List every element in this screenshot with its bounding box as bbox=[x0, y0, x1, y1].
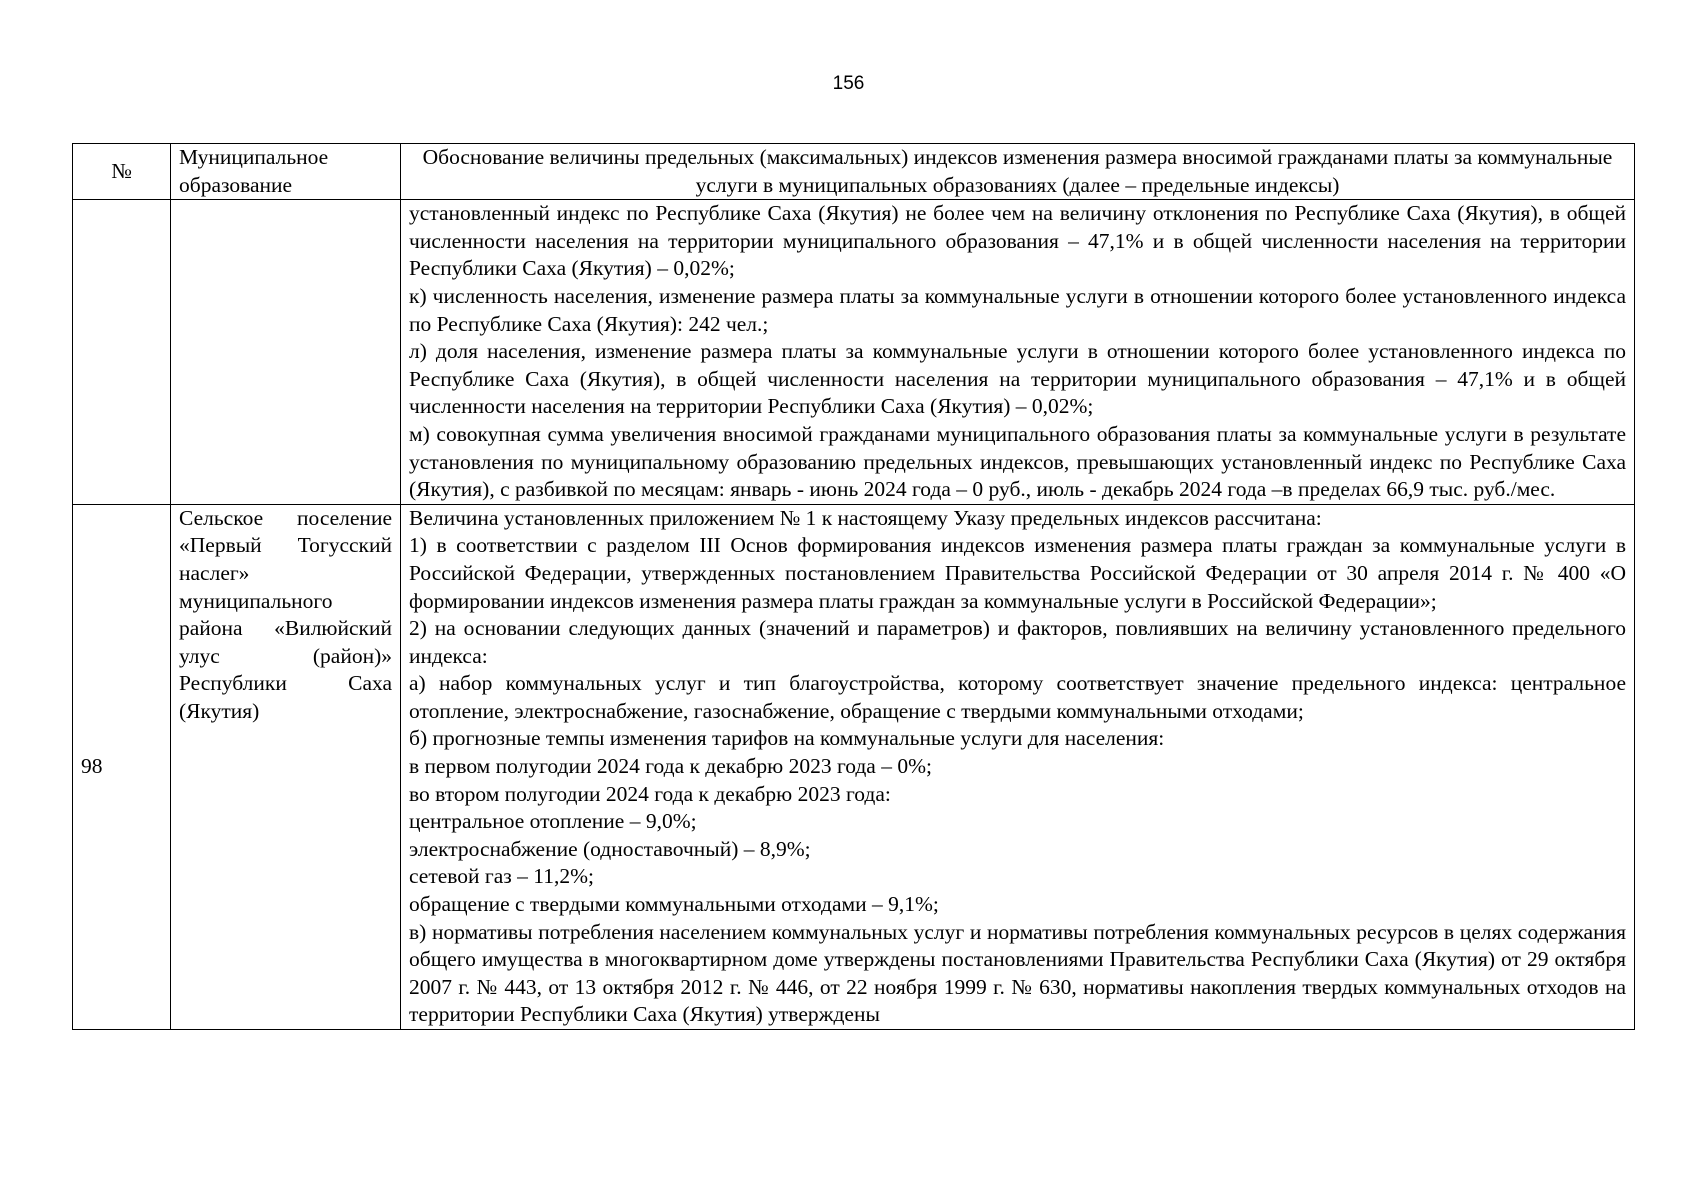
header-number: № bbox=[73, 144, 171, 200]
table-row-98 bbox=[73, 504, 1635, 1029]
justification-item-b: б) прогнозные темпы изменения тарифов на коммунальные услуги для населения: bbox=[409, 726, 1165, 751]
header-justification: Обоснование величины предельных (максимальных) индексов изменения размера вносимой гражданами платы за коммунальные услуги в муниципальных образованиях (далее – предельные индексы) bbox=[401, 144, 1635, 200]
justification-item-v: в) нормативы потребления населением коммунальных услуг и нормативы потребления коммунальных ресурсов в целях содержания общего имущества в многоквартирном доме утверждены постановлениями Правительства Республики Саха (Якутия) от 29 октября 2007 г. № 443, от 13 октября 2012 г. № 446, от 22 ноября 1999 г. № 630, нормативы накопления твердых коммунальных отходов на территории Республики Саха (Якутия) утверждены bbox=[409, 919, 1626, 1027]
justification-line: в первом полугодии 2024 года к декабрю 2023 года – 0%; bbox=[409, 754, 932, 779]
row-justification-cell bbox=[401, 200, 1635, 505]
justification-paragraph: установленный индекс по Республике Саха (Якутия) не более чем на величину отклонения по Республике Саха (Якутия), в общей численности населения на территории муниципального образования – 47,1% и в общей численности населения на территории Республики Саха (Якутия) – 0,02%; bbox=[409, 201, 1626, 281]
justification-table bbox=[72, 143, 1635, 1030]
justification-paragraph-l: л) доля населения, изменение размера платы за коммунальные услуги в отношении которого более установленного индекса по Республике Саха (Якутия), в общей численности населения на территории муниципального образования – 47,1% и в общей численности населения на территории Республики Саха (Якутия) – 0,02%; bbox=[409, 339, 1626, 419]
municipality-name: Сельское поселение «Первый Тогусский наслег» муниципального района «Вилюйский улус (район)» Республики Саха (Якутия) bbox=[179, 505, 392, 723]
header-municipality: Муниципальное образование bbox=[171, 144, 401, 200]
justification-line: во втором полугодии 2024 года к декабрю 2023 года: bbox=[409, 781, 891, 806]
justification-item-1: 1) в соответствии с разделом III Основ формирования индексов изменения размера платы граждан за коммунальные услуги в Российской Федерации, утвержденных постановлением Правительства Российской Федерации от 30 апреля 2014 г. № 400 «О формировании индексов изменения размера платы граждан за коммунальные услуги в Российской Федерации»; bbox=[409, 533, 1626, 613]
justification-line: центральное отопление – 9,0%; bbox=[409, 809, 697, 834]
row-number-cell: 98 bbox=[73, 504, 171, 1029]
justification-intro: Величина установленных приложением № 1 к настоящему Указу предельных индексов рассчитана: bbox=[409, 505, 1322, 530]
justification-line: электроснабжение (одноставочный) – 8,9%; bbox=[409, 836, 811, 861]
justification-paragraph-k: к) численность населения, изменение размера платы за коммунальные услуги в отношении которого более установленного индекса по Республике Саха (Якутия): 242 чел.; bbox=[409, 283, 1626, 336]
table-row-continuation bbox=[73, 200, 1635, 505]
justification-paragraph-m: м) совокупная сумма увеличения вносимой гражданами муниципального образования платы за коммунальные услуги в результате установления по муниципальному образованию предельных индексов, превышающих установленный индекс по Республике Саха (Якутия), с разбивкой по месяцам: январь - июнь 2024 года – 0 руб., июль - декабрь 2024 года –в пределах 66,9 тыс. руб./мес. bbox=[409, 421, 1626, 502]
row-municipality-cell bbox=[171, 504, 401, 1029]
row-number-cell bbox=[73, 200, 171, 505]
row-municipality-cell bbox=[171, 200, 401, 505]
justification-item-2: 2) на основании следующих данных (значений и параметров) и факторов, повлиявших на величину установленного предельного индекса: bbox=[409, 616, 1626, 668]
justification-line: сетевой газ – 11,2%; bbox=[409, 864, 594, 889]
row-justification-cell bbox=[401, 504, 1635, 1029]
justification-item-a: а) набор коммунальных услуг и тип благоустройства, которому соответствует значение предельного индекса: центральное отопление, электроснабжение, газоснабжение, обращение с твердыми коммунальными отходами; bbox=[409, 671, 1626, 723]
justification-line: обращение с твердыми коммунальными отходами – 9,1%; bbox=[409, 892, 939, 917]
table-header-row bbox=[73, 144, 1635, 200]
page-number: 156 bbox=[832, 73, 865, 94]
